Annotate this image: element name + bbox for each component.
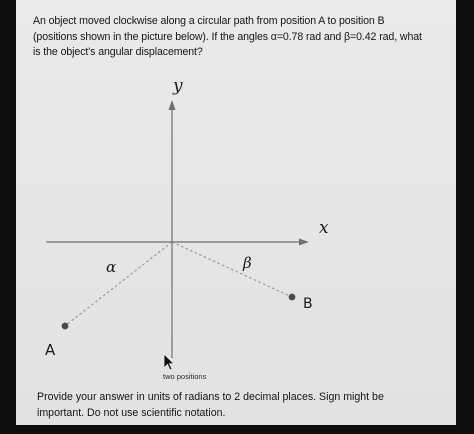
question-line-3: is the object's angular displacement? [33,46,203,58]
x-axis-label: x [319,218,329,238]
beta-label: β [243,254,252,272]
question-line-1: An object moved clockwise along a circular path from position A to position B [33,15,385,27]
y-axis-arrowhead [169,100,176,110]
instructions-line-2: important. Do not use scientific notation. [37,407,226,419]
y-axis-label: y [173,76,183,96]
point-b-label: B [303,296,313,312]
instructions-line-1: Provide your answer in units of radians to 2 decimal places. Sign might be [37,391,384,403]
point-b [289,294,296,301]
radius-line-a [65,242,172,326]
point-a-label: A [45,341,56,359]
point-a [62,323,69,330]
radius-line-b [172,242,292,297]
diagram-caption: two positions [163,372,207,381]
x-axis-arrowhead [299,239,309,246]
question-line-2: (positions shown in the picture below). If the angles α=0.78 rad and β=0.42 rad, what [33,30,422,43]
alpha-label: α [106,258,117,276]
answer-instructions [37,389,384,421]
